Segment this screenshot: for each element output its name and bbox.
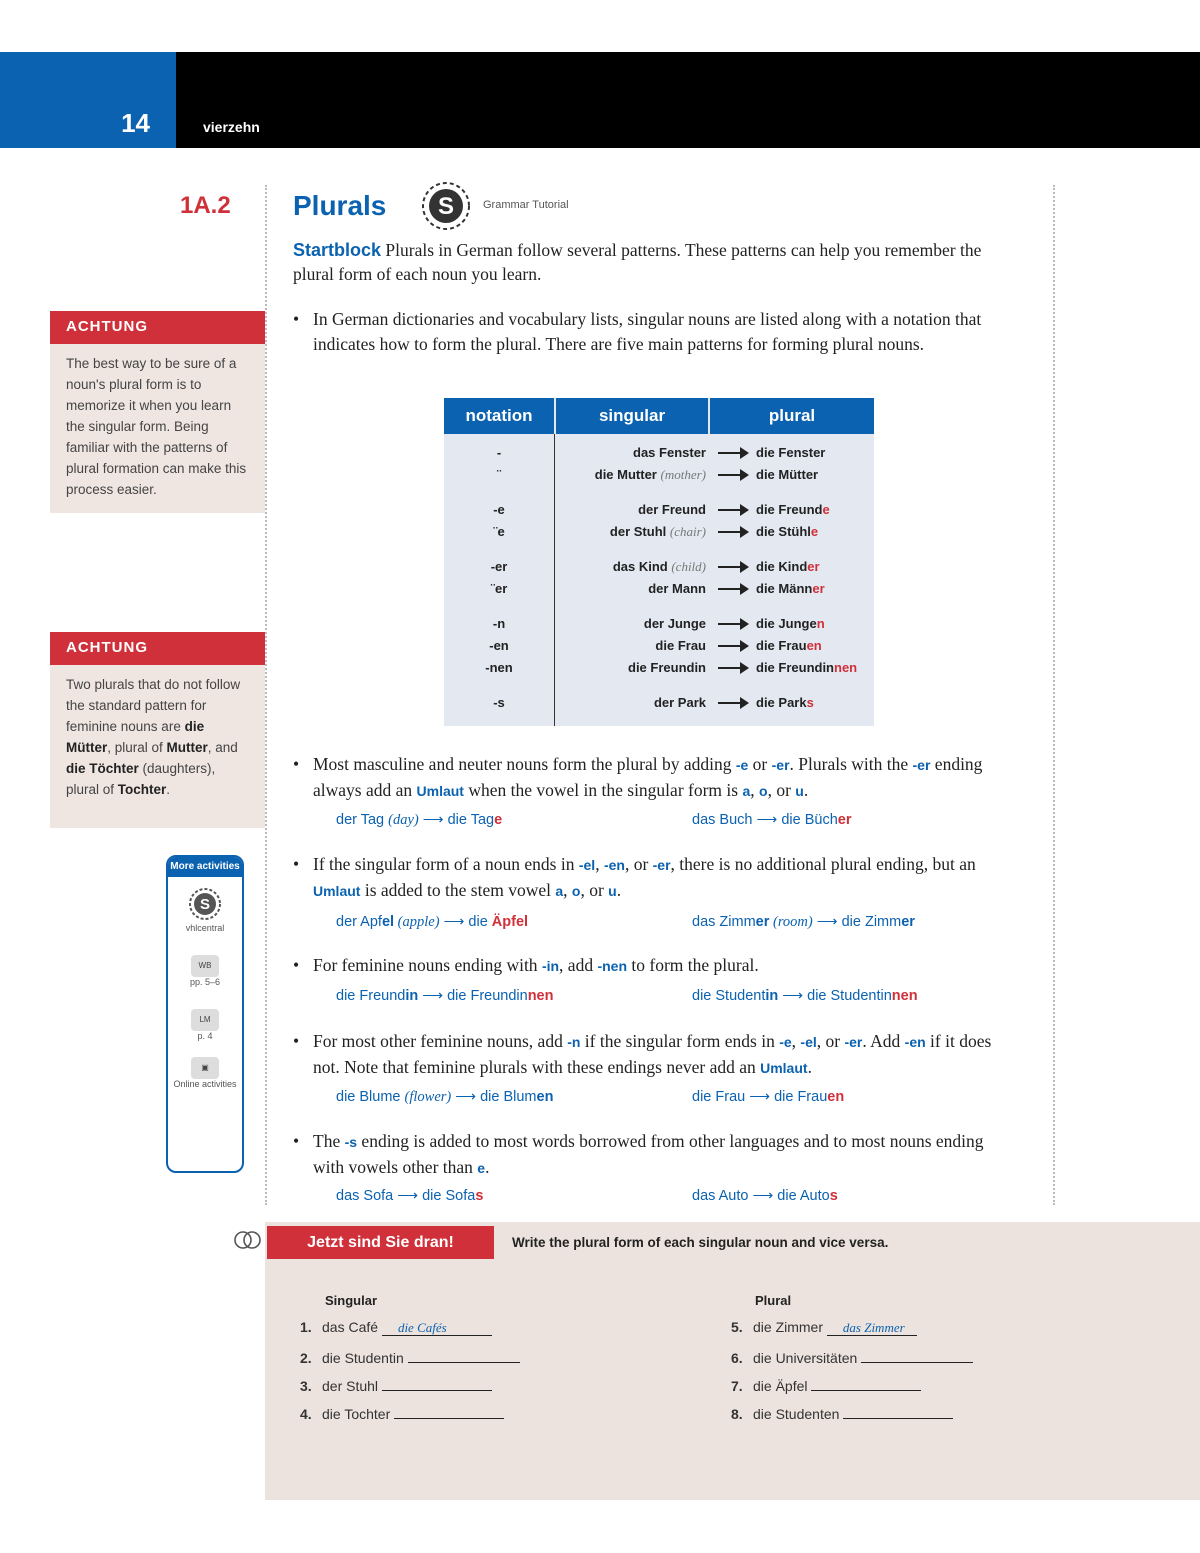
arrow-icon: [716, 635, 750, 657]
row-singular: das Kind (child): [612, 559, 706, 574]
more-item-workbook[interactable]: WB pp. 5–6: [168, 955, 242, 987]
achtung-box-1: [50, 311, 265, 513]
arrow-icon: ⟶: [455, 1089, 477, 1105]
answer-blank[interactable]: [861, 1347, 973, 1363]
more-activities-panel: [166, 855, 244, 1173]
table-row: [444, 613, 874, 635]
example-freundin: die Freundin ⟶ die Freundinnen: [336, 988, 554, 1004]
row-singular: der Stuhl (chair): [609, 524, 706, 539]
table-row: [444, 635, 874, 657]
answer-blank[interactable]: [382, 1375, 492, 1391]
row-notation: -n: [492, 616, 506, 631]
row-notation: ¨e: [493, 524, 505, 539]
exercise-item: 5. die Zimmer das Zimmer: [731, 1319, 917, 1336]
arrow-icon: [716, 657, 750, 679]
vhlcentral-icon: [188, 887, 222, 921]
example-buch: das Buch ⟶ die Bücher: [692, 812, 852, 828]
arrow-icon: ⟶: [422, 988, 444, 1004]
row-plural: die Freundinnen: [756, 660, 858, 675]
row-notation: -nen: [485, 660, 513, 675]
table-row: [444, 464, 874, 486]
intro-text: Plurals in German follow several patterns. These patterns can help you remember the plural form of each noun you learn.: [293, 240, 982, 284]
more-activities-title: More activities: [168, 857, 242, 877]
achtung-box-2: [50, 632, 265, 828]
bullet-dot: •: [293, 754, 300, 774]
row-plural: die Männer: [756, 581, 825, 596]
bullet-dot: •: [293, 1031, 300, 1051]
bullet-dot: •: [293, 309, 300, 329]
row-plural: die Jungen: [756, 616, 825, 631]
more-item-online[interactable]: ▣ Online activities: [168, 1057, 242, 1089]
intro-paragraph: [293, 238, 1013, 286]
arrow-icon: [716, 578, 750, 600]
arrow-icon: ⟶: [782, 988, 804, 1004]
arrow-icon: [716, 556, 750, 578]
page-number-block: [0, 52, 176, 148]
row-notation: -: [496, 445, 502, 460]
grammar-tutorial-icon[interactable]: [420, 180, 472, 232]
exercise-item: 6. die Universitäten: [731, 1347, 973, 1366]
row-plural: die Freunde: [756, 502, 830, 517]
achtung-text: Two plurals that do not follow the standard pattern for feminine nouns are die Mütter, plural of Mutter, and die Töchter (daughters), plural of Tochter.: [66, 677, 241, 797]
workbook-icon: WB: [191, 955, 219, 977]
achtung-title: ACHTUNG: [50, 632, 265, 665]
arrow-icon: ⟶: [443, 914, 465, 930]
row-singular: der Park: [653, 695, 706, 710]
bullet-feminine-other: • For most other feminine nouns, add -n if the singular form ends in -e, -el, or -er. Add -en if it does not. Note that feminine plurals with these endings never add an Umlaut.: [293, 1031, 992, 1077]
row-singular: die Freundin: [628, 660, 706, 675]
achtung-title: ACHTUNG: [50, 311, 265, 344]
exercise-item: 3. der Stuhl: [300, 1375, 492, 1394]
table-row: [444, 442, 874, 464]
bullet-el-en-er: • If the singular form of a noun ends in -el, -en, or -er, there is no additional plural ending, but an Umlaut is added to the stem vowel a, o, or u.: [293, 854, 976, 900]
row-singular: die Mutter (mother): [594, 467, 706, 482]
bullet-feminine-in: • For feminine nouns ending with -in, add -nen to form the plural.: [293, 953, 1013, 979]
arrow-icon: [716, 464, 750, 486]
answer-blank[interactable]: [811, 1375, 921, 1391]
arrow-icon: [716, 613, 750, 635]
row-singular: der Mann: [648, 581, 706, 596]
startblock-label: Startblock: [293, 240, 382, 260]
arrow-icon: ⟶: [756, 812, 778, 828]
grammar-tutorial-label[interactable]: Grammar Tutorial: [483, 199, 569, 211]
arrow-icon: ⟶: [397, 1188, 419, 1204]
page-number: 14: [121, 108, 150, 138]
row-plural: die Mütter: [756, 467, 819, 482]
table-row: [444, 556, 874, 578]
table-row: [444, 578, 874, 600]
row-singular: der Freund: [638, 502, 706, 517]
table-header-notation: notation: [444, 398, 554, 434]
arrow-icon: ⟶: [816, 914, 838, 930]
table-row: [444, 657, 874, 679]
bullet-dot: •: [293, 1131, 300, 1151]
arrow-icon: ⟶: [749, 1089, 771, 1105]
section-title: Plurals: [293, 190, 387, 221]
example-blume: die Blume (flower) ⟶ die Blumen: [336, 1089, 554, 1105]
row-notation: ¨: [496, 467, 502, 482]
table-row: [444, 499, 874, 521]
exercise-item: 2. die Studentin: [300, 1347, 520, 1366]
answer-blank[interactable]: [394, 1403, 504, 1419]
bullet-s-ending: • The -s ending is added to most words borrowed from other languages and to most nouns ending with vowels other than e.: [293, 1131, 984, 1177]
bullet-dot: •: [293, 955, 300, 975]
row-singular: die Frau: [655, 638, 706, 653]
row-plural: die Kinder: [756, 559, 820, 574]
computer-icon: ▣: [191, 1057, 219, 1079]
row-notation: -e: [493, 502, 505, 517]
example-studentin: die Studentin ⟶ die Studentinnen: [692, 988, 918, 1004]
lab-manual-icon: LM: [191, 1009, 219, 1031]
table-row: [444, 692, 874, 714]
example-zimmer: das Zimmer (room) ⟶ die Zimmer: [692, 914, 915, 930]
row-plural: die Stühle: [756, 524, 819, 539]
row-plural: die Fenster: [756, 445, 826, 460]
arrow-icon: [716, 692, 750, 714]
row-singular: das Fenster: [633, 445, 706, 460]
arrow-icon: ⟶: [752, 1188, 774, 1204]
arrow-icon: [716, 499, 750, 521]
exercise-item: 4. die Tochter: [300, 1403, 504, 1422]
bullet-masculine-neuter: • Most masculine and neuter nouns form the plural by adding -e or -er. Plurals with the -er ending always add an Umlaut when the vowel in the singular form is a, o, or u.: [293, 754, 983, 800]
example-frau: die Frau ⟶ die Frauen: [692, 1089, 845, 1105]
row-singular: der Junge: [643, 616, 706, 631]
svg-text:S: S: [199, 896, 211, 913]
achtung-text: The best way to be sure of a noun's plural form is to memorize it when you learn the singular form. Being familiar with the patterns of plural formation can make this process easier.: [66, 356, 247, 497]
exercise-item: 7. die Äpfel: [731, 1375, 921, 1394]
exercise-item: 1. das Café die Cafés: [300, 1319, 492, 1336]
plural-patterns-table: [444, 398, 874, 726]
plural-column-head: Plural: [755, 1293, 792, 1308]
example-sofa: das Sofa ⟶ die Sofas: [336, 1188, 484, 1204]
divider-right: [1053, 185, 1055, 1205]
bullet-dot: •: [293, 854, 300, 874]
pair-activity-icon: [233, 1228, 263, 1252]
page-word: vierzehn: [203, 119, 260, 135]
bullet-dictionary-notation: • In German dictionaries and vocabulary lists, singular nouns are listed along with a notation that indicates how to form the plural. There are five main patterns for forming plural nouns.: [293, 309, 982, 354]
page-header: [0, 52, 1200, 148]
row-notation: -er: [490, 559, 508, 574]
singular-column-head: Singular: [325, 1293, 378, 1308]
example-tag: der Tag (day) ⟶ die Tage: [336, 812, 503, 828]
table-header-plural: plural: [710, 398, 874, 434]
row-notation: -s: [493, 695, 505, 710]
answer-blank[interactable]: die Cafés: [382, 1320, 492, 1336]
arrow-icon: [716, 521, 750, 543]
more-item-lab-manual[interactable]: LM p. 4: [168, 1009, 242, 1041]
answer-blank[interactable]: das Zimmer: [827, 1320, 917, 1336]
row-plural: die Parks: [756, 695, 814, 710]
more-item-vhlcentral[interactable]: S vhlcentral: [168, 887, 242, 933]
row-plural: die Frauen: [756, 638, 822, 653]
section-number: 1A.2: [180, 192, 231, 219]
answer-blank[interactable]: [843, 1403, 953, 1419]
arrow-icon: ⟶: [422, 812, 444, 828]
jetzt-sind-sie-dran-label: Jetzt sind Sie dran!: [267, 1226, 494, 1259]
divider-left: [265, 185, 267, 1205]
answer-blank[interactable]: [408, 1347, 520, 1363]
table-header-singular: singular: [556, 398, 708, 434]
svg-text:S: S: [437, 193, 455, 220]
exercise-item: 8. die Studenten: [731, 1403, 953, 1422]
example-auto: das Auto ⟶ die Autos: [692, 1188, 838, 1204]
example-apfel: der Apfel (apple) ⟶ die Äpfel: [336, 914, 529, 930]
activity-instruction: Write the plural form of each singular noun and vice versa.: [512, 1235, 889, 1250]
arrow-icon: [716, 442, 750, 464]
row-notation: ¨er: [490, 581, 508, 596]
row-notation: -en: [489, 638, 509, 653]
table-row: [444, 521, 874, 543]
